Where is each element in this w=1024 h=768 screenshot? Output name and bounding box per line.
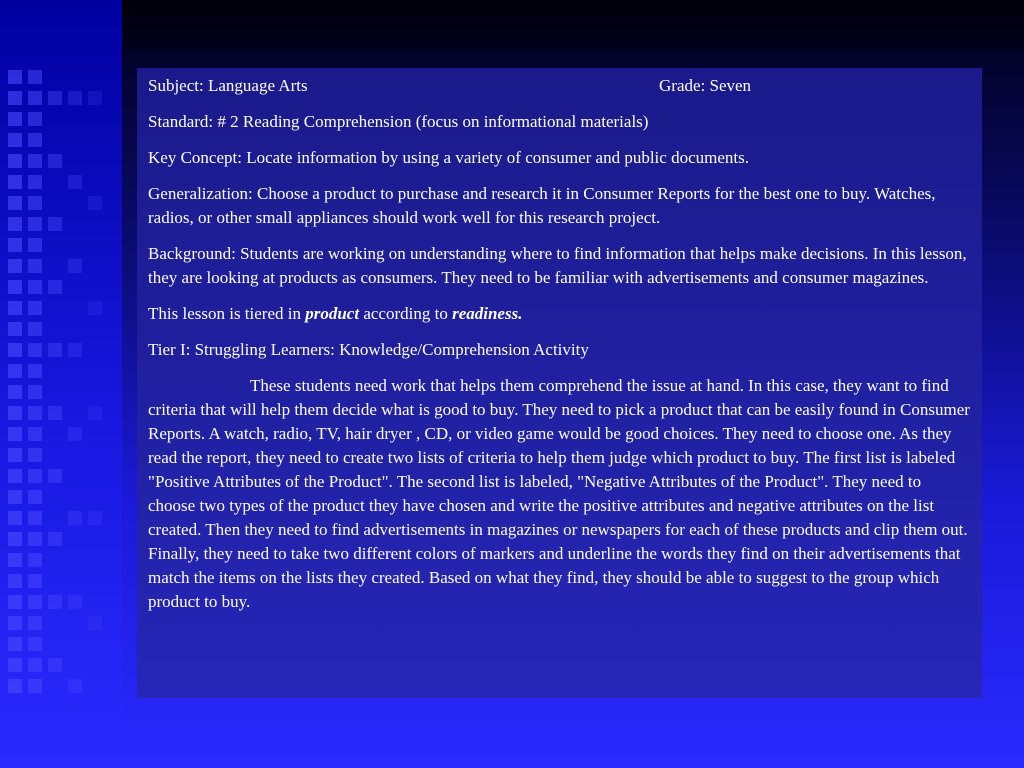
decorative-square [48, 532, 62, 546]
grade-text: Grade: Seven [659, 76, 752, 95]
decorative-square [48, 154, 62, 168]
decorative-square [48, 91, 62, 105]
decorative-square [28, 448, 42, 462]
decorative-square [68, 679, 82, 693]
decorative-square [88, 616, 102, 630]
decorative-square [8, 427, 22, 441]
decorative-square [8, 595, 22, 609]
decorative-square [88, 406, 102, 420]
decorative-square [8, 406, 22, 420]
decorative-square [48, 280, 62, 294]
decorative-square [28, 511, 42, 525]
decorative-square [68, 91, 82, 105]
tiered-middle: according to [359, 304, 453, 323]
decorative-square [28, 133, 42, 147]
decorative-square [28, 112, 42, 126]
subject-text: Subject: Language Arts [148, 76, 308, 95]
decorative-square [68, 259, 82, 273]
decorative-square [8, 70, 22, 84]
decorative-square [8, 553, 22, 567]
decorative-square [8, 217, 22, 231]
decorative-square [88, 301, 102, 315]
decorative-square [28, 595, 42, 609]
decorative-square [8, 175, 22, 189]
tier-body-paragraph [148, 374, 970, 614]
decorative-square [8, 511, 22, 525]
decorative-square [28, 427, 42, 441]
decorative-square [68, 427, 82, 441]
decorative-square [8, 637, 22, 651]
decorative-squares [8, 70, 118, 710]
subject-grade-row [148, 74, 970, 98]
background-paragraph: Background: Students are working on understanding where to find information that helps make decisions. In this lesson, they are looking at products as consumers. They need to be familiar with advertisements and consumer magazines. [148, 244, 967, 287]
tier-heading: Tier I: Struggling Learners: Knowledge/Comprehension Activity [148, 340, 589, 359]
decorative-square [48, 595, 62, 609]
top-band [122, 0, 1024, 52]
decorative-square [8, 532, 22, 546]
decorative-square [8, 196, 22, 210]
decorative-square [48, 658, 62, 672]
decorative-square [28, 322, 42, 336]
decorative-square [88, 196, 102, 210]
decorative-square [48, 343, 62, 357]
decorative-square [8, 154, 22, 168]
decorative-square [28, 175, 42, 189]
tier-body-text: These students need work that helps them comprehend the issue at hand. In this case, they want to find criteria that will help them decide what is good to buy. They need to pick a product that can be easily found in Consumer Reports. A watch, radio, TV, hair dryer , CD, or video game would be good choices. They need to choose one. As they read the report, they need to create two lists of criteria to help them judge which product to buy. The first list is labeled "Positive Attributes of the Product". The second list is labeled, "Negative Attributes of the Product". They need to choose two types of the product they have chosen and write the positive attributes and negative attributes on the list created. Then they need to find advertisements in magazines or newspapers for each of these products and clip them out. Finally, they need to take two different colors of markers and underline the words they find on their advertisements that match the items on the lists they created. Based on what they find, they should be able to suggest to the group which product to buy. [148, 376, 970, 611]
decorative-square [8, 616, 22, 630]
decorative-square [28, 196, 42, 210]
decorative-square [8, 385, 22, 399]
decorative-square [28, 259, 42, 273]
decorative-square [28, 238, 42, 252]
decorative-square [8, 658, 22, 672]
decorative-square [8, 469, 22, 483]
decorative-square [68, 595, 82, 609]
decorative-square [48, 217, 62, 231]
slide-content-panel [137, 68, 982, 698]
decorative-square [28, 616, 42, 630]
left-decorative-strip [0, 0, 122, 768]
tiered-statement [148, 302, 970, 326]
decorative-square [8, 322, 22, 336]
decorative-square [48, 469, 62, 483]
tiered-prefix: This lesson is tiered in [148, 304, 306, 323]
decorative-square [28, 154, 42, 168]
tiered-word-product: product [305, 304, 360, 323]
decorative-square [8, 112, 22, 126]
generalization-paragraph: Generalization: Choose a product to purchase and research it in Consumer Reports for the best one to buy. Watches, radios, or other small appliances should work well for this research project. [148, 184, 936, 227]
decorative-square [68, 343, 82, 357]
decorative-square [28, 217, 42, 231]
decorative-square [8, 280, 22, 294]
decorative-square [28, 364, 42, 378]
decorative-square [28, 637, 42, 651]
decorative-square [68, 511, 82, 525]
decorative-square [28, 469, 42, 483]
decorative-square [28, 658, 42, 672]
decorative-square [28, 532, 42, 546]
decorative-square [8, 679, 22, 693]
decorative-square [8, 364, 22, 378]
decorative-square [8, 343, 22, 357]
decorative-square [8, 259, 22, 273]
standard-text: Standard: # 2 Reading Comprehension (focus on informational materials) [148, 112, 649, 131]
decorative-square [28, 91, 42, 105]
decorative-square [28, 406, 42, 420]
decorative-square [8, 301, 22, 315]
decorative-square [8, 91, 22, 105]
key-concept-text: Key Concept: Locate information by using a variety of consumer and public documents. [148, 148, 749, 167]
decorative-square [48, 406, 62, 420]
decorative-square [8, 133, 22, 147]
decorative-square [28, 343, 42, 357]
decorative-square [28, 280, 42, 294]
decorative-square [28, 679, 42, 693]
decorative-square [28, 574, 42, 588]
tiered-word-readiness: readiness. [452, 304, 523, 323]
decorative-square [28, 490, 42, 504]
decorative-square [28, 385, 42, 399]
decorative-square [28, 553, 42, 567]
decorative-square [68, 175, 82, 189]
decorative-square [88, 511, 102, 525]
decorative-square [8, 448, 22, 462]
decorative-square [8, 574, 22, 588]
decorative-square [88, 91, 102, 105]
decorative-square [8, 490, 22, 504]
decorative-square [8, 238, 22, 252]
decorative-square [28, 70, 42, 84]
decorative-square [28, 301, 42, 315]
